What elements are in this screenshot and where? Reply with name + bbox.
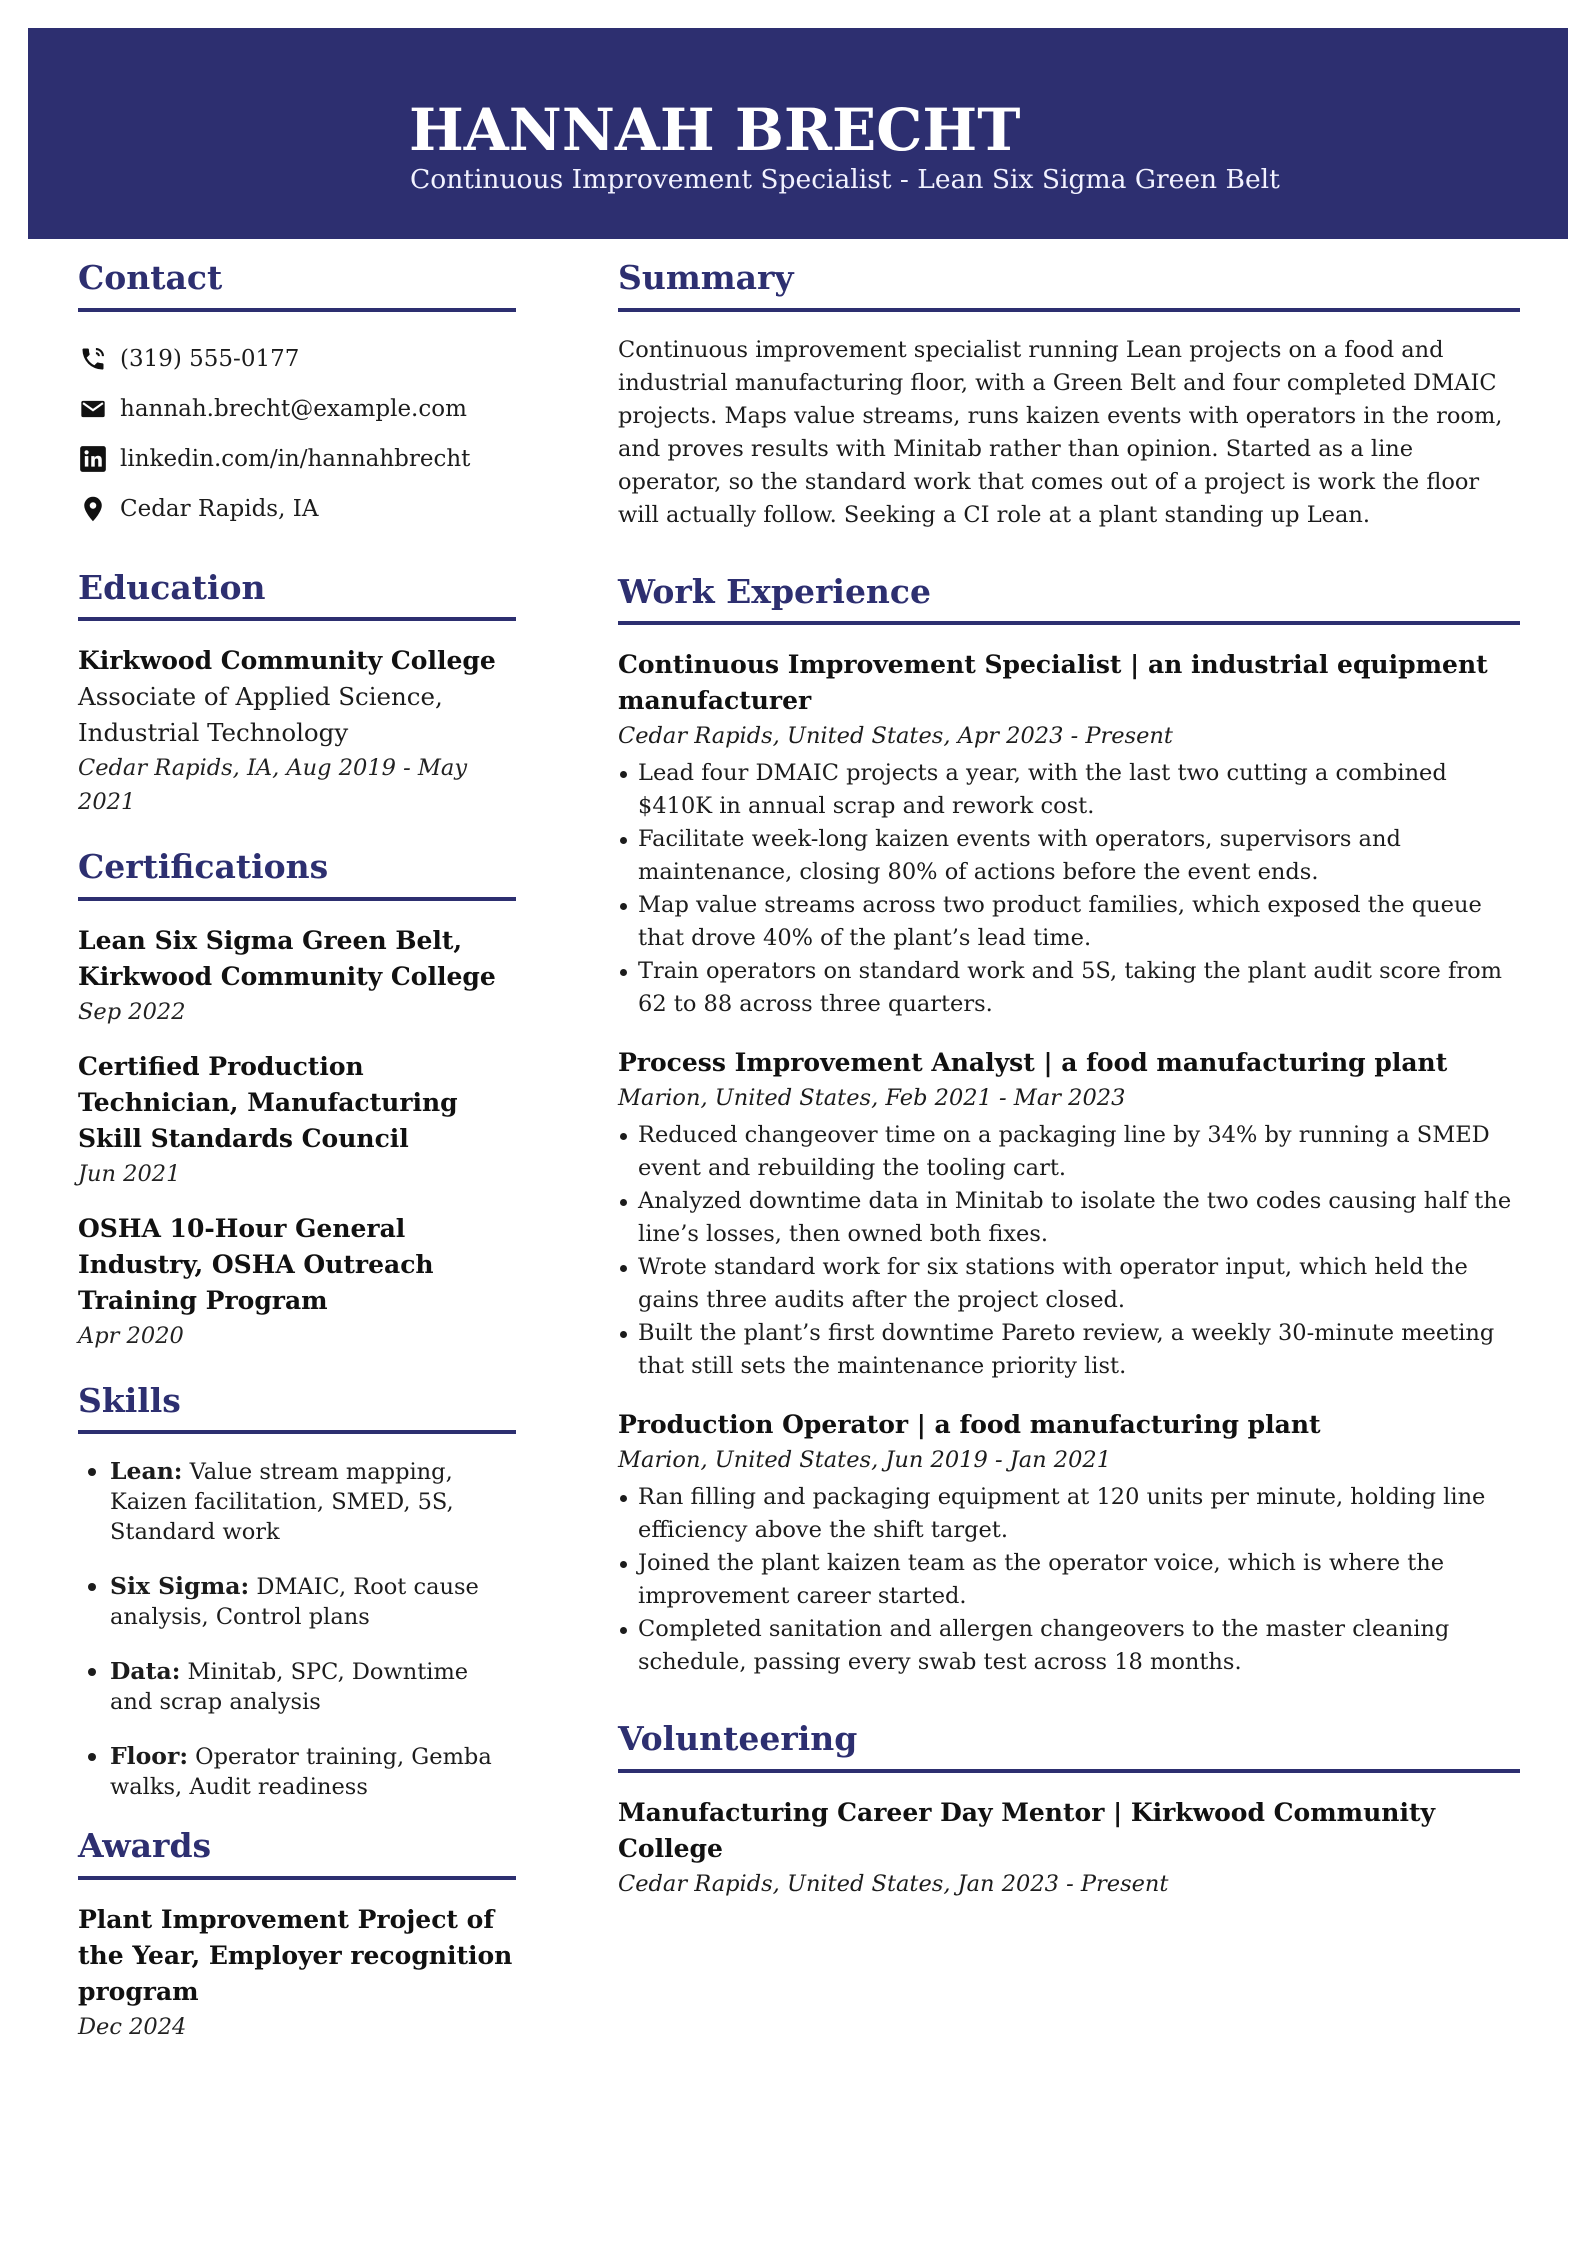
- job-entry: [618, 647, 1520, 1021]
- volunteer-title: Manufacturing Career Day Mentor | Kirkwood Community College: [618, 1797, 1436, 1863]
- job-bullet: Train operators on standard work and 5S, taking the plant audit score from 62 to 88 across three quarters.: [618, 955, 1520, 1021]
- cert-date: Jun 2021: [78, 1160, 181, 1187]
- location-text: Cedar Rapids, IA: [120, 495, 319, 522]
- education-degree-line2: Industrial Technology: [78, 718, 349, 748]
- contact-heading: Contact: [78, 258, 516, 312]
- award-title: Plant Improvement Project of the Year, Employer recognition program: [78, 1904, 513, 2006]
- skill-item: [78, 1741, 516, 1802]
- skill-text: DMAIC, Root cause analysis, Control plans: [110, 1574, 479, 1631]
- job-entry: [618, 1407, 1520, 1679]
- location-pin-icon: [78, 494, 108, 524]
- job-bullet: Wrote standard work for six stations with operator input, which held the gains three audits after the project closed.: [618, 1251, 1520, 1317]
- volunteering-section: [618, 1719, 1520, 1901]
- certifications-section: [78, 847, 516, 1353]
- cert-date: Sep 2022: [78, 998, 186, 1025]
- award-date: Dec 2024: [78, 2013, 187, 2040]
- linkedin-icon: [78, 444, 108, 474]
- job-bullet: Reduced changeover time on a packaging line by 34% by running a SMED event and rebuilding the tooling cart.: [618, 1119, 1520, 1185]
- email-icon: [78, 394, 108, 424]
- email-text[interactable]: hannah.brecht@example.com: [120, 395, 467, 422]
- job-bullets: [618, 757, 1520, 1021]
- skill-text: Operator training, Gemba walks, Audit readiness: [110, 1744, 492, 1801]
- skill-text: Minitab, SPC, Downtime and scrap analysis: [110, 1659, 469, 1716]
- contact-linkedin: [78, 434, 516, 484]
- summary-section: [618, 258, 1520, 532]
- cert-item: [78, 923, 516, 1029]
- job-bullet: Analyzed downtime data in Minitab to isolate the two codes causing half the line’s losses, then owned both fixes.: [618, 1185, 1520, 1251]
- job-entry: [618, 1045, 1520, 1383]
- job-bullets: [618, 1119, 1520, 1383]
- job-bullet: Completed sanitation and allergen changeovers to the master cleaning schedule, passing every swab test across 18 months.: [618, 1613, 1520, 1679]
- job-bullets: [618, 1481, 1520, 1679]
- skills-section: [78, 1381, 516, 1803]
- candidate-name: HANNAH BRECHT: [409, 96, 1021, 164]
- education-degree-line1: Associate of Applied Science,: [78, 682, 443, 712]
- volunteer-meta: Cedar Rapids, United States, Jan 2023 - Present: [618, 1870, 1169, 1897]
- job-bullet: Joined the plant kaizen team as the operator voice, which is where the improvement career started.: [618, 1547, 1520, 1613]
- skills-heading: Skills: [78, 1381, 516, 1435]
- summary-heading: Summary: [618, 258, 1520, 312]
- contact-section: [78, 258, 516, 534]
- candidate-title: Continuous Improvement Specialist - Lean Six Sigma Green Belt: [410, 164, 1280, 195]
- phone-icon: [78, 344, 108, 374]
- cert-date: Apr 2020: [78, 1322, 184, 1349]
- skill-item: [78, 1656, 516, 1717]
- skill-label: Lean:: [110, 1457, 183, 1486]
- certifications-heading: Certifications: [78, 847, 516, 901]
- skill-label: Data:: [110, 1657, 181, 1686]
- cert-item: [78, 1049, 516, 1191]
- education-school: Kirkwood Community College: [78, 646, 496, 676]
- cert-item: [78, 1211, 516, 1353]
- job-meta: Marion, United States, Feb 2021 - Mar 2023: [618, 1085, 1126, 1112]
- job-bullet: Built the plant’s first downtime Pareto review, a weekly 30-minute meeting that still sets the maintenance priority list.: [618, 1317, 1520, 1383]
- contact-location: [78, 484, 516, 534]
- skill-label: Floor:: [110, 1742, 189, 1771]
- phone-text: (319) 555-0177: [120, 345, 300, 372]
- summary-text: Continuous improvement specialist running Lean projects on a food and industrial manufacturing floor, with a Green Belt and four completed DMAIC projects. Maps value streams, runs kaizen events with operators in the room, and proves results with Minitab rather than opinion. Started as a line operator, so the standard work that comes out of a project is work the floor will actually follow. Seeking a CI role at a plant standing up Lean.: [618, 336, 1503, 528]
- education-section: [78, 568, 516, 820]
- awards-heading: Awards: [78, 1826, 516, 1880]
- skills-list: [78, 1456, 516, 1802]
- job-bullet: Ran filling and packaging equipment at 120 units per minute, holding line efficiency above the shift target.: [618, 1481, 1520, 1547]
- job-meta: Marion, United States, Jun 2019 - Jan 2021: [618, 1447, 1112, 1474]
- experience-section: [618, 572, 1520, 1680]
- job-title: Process Improvement Analyst | a food manufacturing plant: [618, 1048, 1448, 1078]
- skill-item: [78, 1571, 516, 1632]
- cert-title: Lean Six Sigma Green Belt, Kirkwood Community College: [78, 925, 496, 991]
- resume-header: [28, 28, 1568, 239]
- cert-title: Certified Production Technician, Manufacturing Skill Standards Council: [78, 1051, 458, 1153]
- job-title: Continuous Improvement Specialist | an industrial equipment manufacturer: [618, 650, 1488, 716]
- volunteering-heading: Volunteering: [618, 1719, 1520, 1773]
- job-bullet: Facilitate week-long kaizen events with operators, supervisors and maintenance, closing 80% of actions before the event ends.: [618, 823, 1520, 889]
- skill-item: [78, 1456, 516, 1547]
- right-column: [618, 258, 1520, 1901]
- left-column: [78, 258, 516, 2044]
- skill-text: Value stream mapping, Kaizen facilitation, SMED, 5S, Standard work: [110, 1459, 454, 1546]
- contact-phone: [78, 334, 516, 384]
- education-heading: Education: [78, 568, 516, 622]
- job-title: Production Operator | a food manufacturing plant: [618, 1410, 1321, 1440]
- contact-email: [78, 384, 516, 434]
- education-meta: Cedar Rapids, IA, Aug 2019 - May 2021: [78, 755, 468, 816]
- job-meta: Cedar Rapids, United States, Apr 2023 - Present: [618, 723, 1173, 750]
- skill-label: Six Sigma:: [110, 1572, 250, 1601]
- experience-heading: Work Experience: [618, 572, 1520, 626]
- job-bullet: Map value streams across two product families, which exposed the queue that drove 40% of the plant’s lead time.: [618, 889, 1520, 955]
- linkedin-text[interactable]: linkedin.com/in/hannahbrecht: [120, 445, 471, 472]
- cert-title: OSHA 10-Hour General Industry, OSHA Outreach Training Program: [78, 1213, 434, 1315]
- awards-section: [78, 1826, 516, 2044]
- job-bullet: Lead four DMAIC projects a year, with the last two cutting a combined $410K in annual scrap and rework cost.: [618, 757, 1520, 823]
